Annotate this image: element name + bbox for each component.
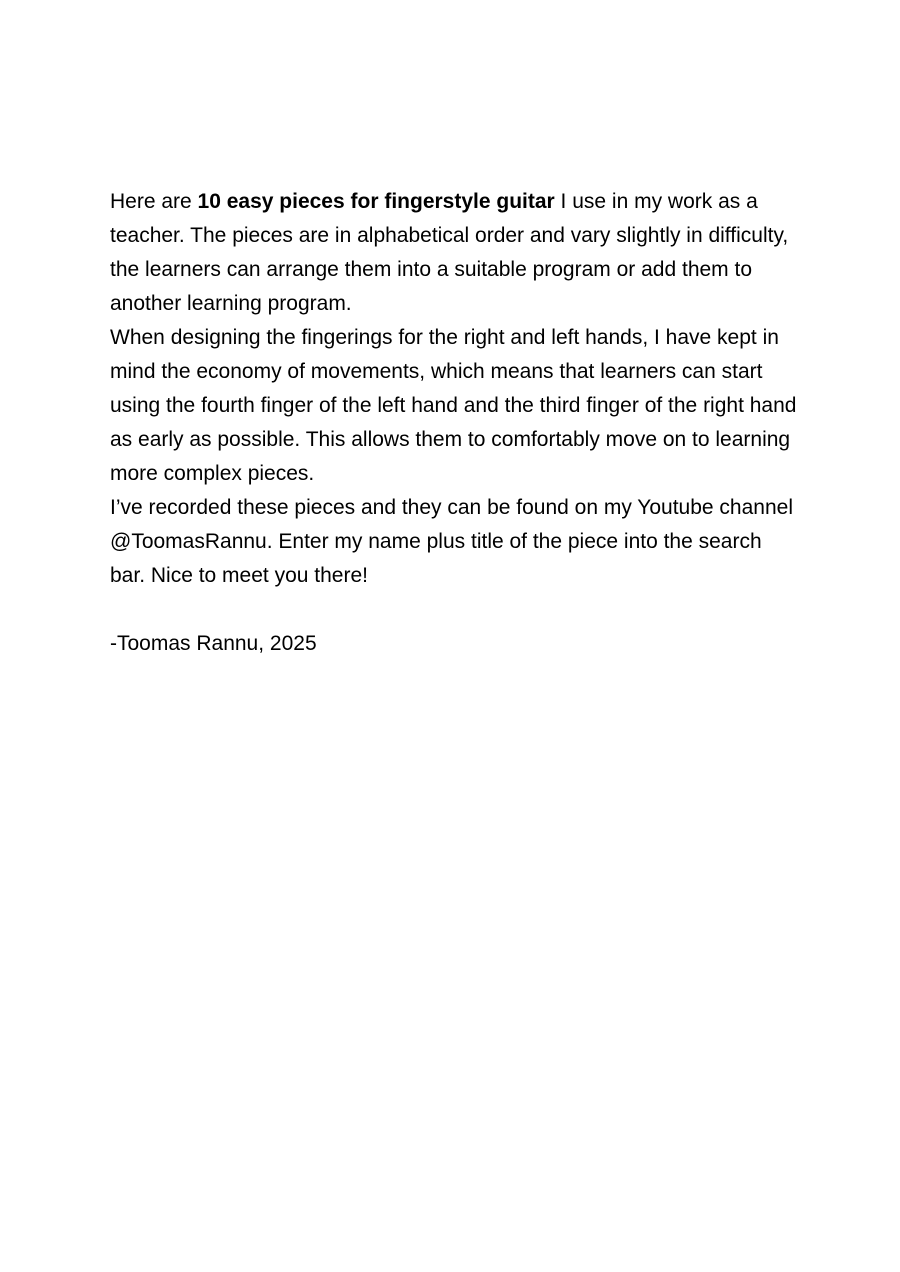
paragraph-spacer: [110, 593, 800, 627]
youtube-paragraph: I’ve recorded these pieces and they can be found on my Youtube channel @ToomasRannu. Enter my name plus title of the piece into the search bar. Nice to meet you there!: [110, 496, 793, 587]
fingerings-paragraph: When designing the fingerings for the right and left hands, I have kept in mind the economy of movements, which means that learners can start using the fourth finger of the left hand and the third finger of the right hand as early as possible. This allows them to comfortably move on to learning more complex pieces.: [110, 326, 797, 485]
intro-bold-title: 10 easy pieces for fingerstyle guitar: [197, 190, 555, 213]
intro-paragraph: [110, 185, 800, 321]
document-body: [110, 185, 800, 661]
intro-rest-text: I use in my work as a teacher. The pieces are in alphabetical order and vary slightly in difficulty, the learners can arrange them into a suitable program or add them to another learning program.: [110, 190, 789, 315]
intro-lead-text: Here are: [110, 190, 198, 213]
signature: -Toomas Rannu, 2025: [110, 632, 317, 655]
